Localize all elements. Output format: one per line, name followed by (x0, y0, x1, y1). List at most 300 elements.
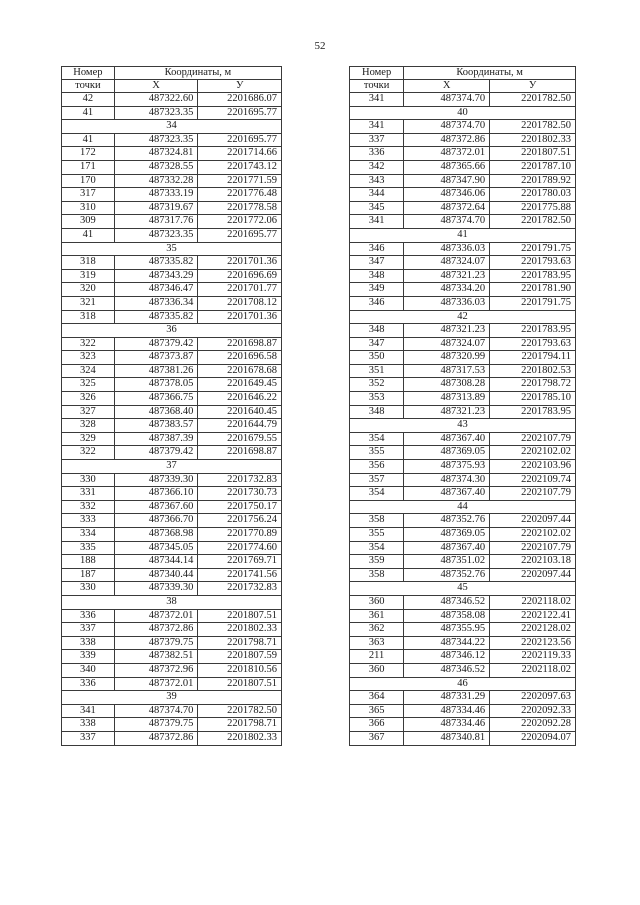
header-point-number: Номер (62, 67, 115, 80)
y-coordinate-cell: 2201769.71 (198, 555, 282, 569)
table-row (350, 174, 576, 188)
y-coordinate-cell: 2201781.90 (490, 283, 576, 297)
y-coordinate-cell: 2201778.58 (198, 201, 282, 215)
section-number: 37 (62, 460, 282, 474)
table-row (62, 256, 282, 270)
table-row (350, 337, 576, 351)
y-coordinate-cell: 2201646.22 (198, 392, 282, 406)
section-row (62, 691, 282, 705)
point-number-cell: 171 (62, 160, 115, 174)
point-number-cell: 334 (62, 528, 115, 542)
table-row (350, 296, 576, 310)
table-row (350, 432, 576, 446)
point-number-cell: 351 (350, 364, 404, 378)
point-number-cell: 344 (350, 188, 404, 202)
x-coordinate-cell: 487346.06 (404, 188, 490, 202)
table-row (350, 133, 576, 147)
table-row (62, 269, 282, 283)
y-coordinate-cell: 2202102.02 (490, 528, 576, 542)
point-number-cell: 172 (62, 147, 115, 161)
section-row (350, 582, 576, 596)
y-coordinate-cell: 2201794.11 (490, 351, 576, 365)
header-y: У (198, 80, 282, 93)
section-number: 42 (350, 310, 576, 324)
section-row (62, 120, 282, 134)
table-row (350, 650, 576, 664)
point-number-cell: 41 (62, 133, 115, 147)
section-row (350, 310, 576, 324)
table-row (350, 623, 576, 637)
point-number-cell: 310 (62, 201, 115, 215)
point-number-cell: 354 (350, 432, 404, 446)
x-coordinate-cell: 487375.93 (404, 460, 490, 474)
x-coordinate-cell: 487368.98 (114, 528, 198, 542)
y-coordinate-cell: 2201798.71 (198, 718, 282, 732)
x-coordinate-cell: 487367.40 (404, 487, 490, 501)
x-coordinate-cell: 487339.30 (114, 582, 198, 596)
table-row (62, 133, 282, 147)
point-number-cell: 325 (62, 378, 115, 392)
table-row (350, 541, 576, 555)
y-coordinate-cell: 2201698.87 (198, 337, 282, 351)
table-row (62, 473, 282, 487)
y-coordinate-cell: 2202094.07 (490, 731, 576, 745)
section-number: 44 (350, 500, 576, 514)
x-coordinate-cell: 487352.76 (404, 514, 490, 528)
table-row (62, 419, 282, 433)
point-number-cell: 343 (350, 174, 404, 188)
x-coordinate-cell: 487372.96 (114, 663, 198, 677)
point-number-cell: 362 (350, 623, 404, 637)
y-coordinate-cell: 2201730.73 (198, 487, 282, 501)
y-coordinate-cell: 2201695.77 (198, 133, 282, 147)
section-number: 39 (62, 691, 282, 705)
x-coordinate-cell: 487387.39 (114, 432, 198, 446)
table-row (350, 364, 576, 378)
y-coordinate-cell: 2201782.50 (490, 93, 576, 107)
point-number-cell: 335 (62, 541, 115, 555)
x-coordinate-cell: 487372.64 (404, 201, 490, 215)
y-coordinate-cell: 2201695.77 (198, 106, 282, 120)
x-coordinate-cell: 487320.99 (404, 351, 490, 365)
point-number-cell: 330 (62, 473, 115, 487)
table-row (350, 595, 576, 609)
table-row (350, 324, 576, 338)
table-row (62, 731, 282, 745)
section-number: 38 (62, 595, 282, 609)
y-coordinate-cell: 2201696.69 (198, 269, 282, 283)
point-number-cell: 319 (62, 269, 115, 283)
point-number-cell: 323 (62, 351, 115, 365)
section-number: 43 (350, 419, 576, 433)
table-row (62, 351, 282, 365)
x-coordinate-cell: 487352.76 (404, 568, 490, 582)
table-row (350, 120, 576, 134)
y-coordinate-cell: 2201741.56 (198, 568, 282, 582)
table-row (350, 93, 576, 107)
y-coordinate-cell: 2201701.36 (198, 256, 282, 270)
x-coordinate-cell: 487324.07 (404, 337, 490, 351)
point-number-cell: 353 (350, 392, 404, 406)
point-number-cell: 337 (62, 731, 115, 745)
y-coordinate-cell: 2202092.33 (490, 704, 576, 718)
x-coordinate-cell: 487335.82 (114, 310, 198, 324)
table-row (350, 378, 576, 392)
section-number: 34 (62, 120, 282, 134)
point-number-cell: 331 (62, 487, 115, 501)
x-coordinate-cell: 487321.23 (404, 405, 490, 419)
point-number-cell: 321 (62, 296, 115, 310)
y-coordinate-cell: 2201802.53 (490, 364, 576, 378)
y-coordinate-cell: 2202109.74 (490, 473, 576, 487)
x-coordinate-cell: 487328.55 (114, 160, 198, 174)
point-number-cell: 326 (62, 392, 115, 406)
point-number-cell: 348 (350, 269, 404, 283)
x-coordinate-cell: 487372.01 (114, 677, 198, 691)
point-number-cell: 211 (350, 650, 404, 664)
y-coordinate-cell: 2202102.02 (490, 446, 576, 460)
table-row (62, 663, 282, 677)
table-row (62, 582, 282, 596)
point-number-cell: 187 (62, 568, 115, 582)
y-coordinate-cell: 2202097.44 (490, 514, 576, 528)
y-coordinate-cell: 2201807.51 (198, 609, 282, 623)
point-number-cell: 347 (350, 337, 404, 351)
point-number-cell: 322 (62, 446, 115, 460)
y-coordinate-cell: 2201793.63 (490, 337, 576, 351)
point-number-cell: 352 (350, 378, 404, 392)
x-coordinate-cell: 487332.28 (114, 174, 198, 188)
x-coordinate-cell: 487372.86 (114, 623, 198, 637)
section-row (350, 677, 576, 691)
y-coordinate-cell: 2201775.88 (490, 201, 576, 215)
table-row (350, 514, 576, 528)
point-number-cell: 341 (62, 704, 115, 718)
table-row (62, 228, 282, 242)
y-coordinate-cell: 2202122.41 (490, 609, 576, 623)
x-coordinate-cell: 487331.29 (404, 691, 490, 705)
x-coordinate-cell: 487372.86 (404, 133, 490, 147)
header-x: X (114, 80, 198, 93)
table-row (62, 283, 282, 297)
point-number-cell: 361 (350, 609, 404, 623)
y-coordinate-cell: 2201782.50 (198, 704, 282, 718)
y-coordinate-cell: 2201802.33 (198, 731, 282, 745)
table-row (350, 609, 576, 623)
x-coordinate-cell: 487333.19 (114, 188, 198, 202)
x-coordinate-cell: 487367.40 (404, 432, 490, 446)
y-coordinate-cell: 2201802.33 (490, 133, 576, 147)
section-row (62, 324, 282, 338)
section-row (350, 419, 576, 433)
x-coordinate-cell: 487319.67 (114, 201, 198, 215)
x-coordinate-cell: 487334.20 (404, 283, 490, 297)
table-row (62, 528, 282, 542)
x-coordinate-cell: 487324.81 (114, 147, 198, 161)
table-row (350, 201, 576, 215)
table-row (350, 405, 576, 419)
y-coordinate-cell: 2201696.58 (198, 351, 282, 365)
table-row (350, 718, 576, 732)
x-coordinate-cell: 487374.70 (404, 215, 490, 229)
header-point-number-2: точки (350, 80, 404, 93)
y-coordinate-cell: 2201782.50 (490, 120, 576, 134)
y-coordinate-cell: 2201798.72 (490, 378, 576, 392)
y-coordinate-cell: 2201708.12 (198, 296, 282, 310)
table-row (350, 704, 576, 718)
y-coordinate-cell: 2202128.02 (490, 623, 576, 637)
y-coordinate-cell: 2201810.56 (198, 663, 282, 677)
y-coordinate-cell: 2201714.66 (198, 147, 282, 161)
x-coordinate-cell: 487346.52 (404, 595, 490, 609)
x-coordinate-cell: 487334.46 (404, 718, 490, 732)
table-row (62, 392, 282, 406)
x-coordinate-cell: 487336.34 (114, 296, 198, 310)
section-row (62, 242, 282, 256)
table-row (62, 147, 282, 161)
table-row (350, 269, 576, 283)
x-coordinate-cell: 487340.44 (114, 568, 198, 582)
x-coordinate-cell: 487381.26 (114, 364, 198, 378)
x-coordinate-cell: 487340.81 (404, 731, 490, 745)
table-row (62, 215, 282, 229)
y-coordinate-cell: 2201802.33 (198, 623, 282, 637)
y-coordinate-cell: 2201679.55 (198, 432, 282, 446)
section-number: 40 (350, 106, 576, 120)
y-coordinate-cell: 2202119.33 (490, 650, 576, 664)
table-row (350, 351, 576, 365)
point-number-cell: 337 (350, 133, 404, 147)
y-coordinate-cell: 2201789.92 (490, 174, 576, 188)
table-row (350, 663, 576, 677)
point-number-cell: 359 (350, 555, 404, 569)
x-coordinate-cell: 487372.01 (114, 609, 198, 623)
y-coordinate-cell: 2201770.89 (198, 528, 282, 542)
x-coordinate-cell: 487367.60 (114, 500, 198, 514)
y-coordinate-cell: 2201774.60 (198, 541, 282, 555)
x-coordinate-cell: 487372.86 (114, 731, 198, 745)
point-number-cell: 336 (62, 609, 115, 623)
x-coordinate-cell: 487379.75 (114, 718, 198, 732)
section-row (350, 500, 576, 514)
table-row (62, 636, 282, 650)
table-row (62, 188, 282, 202)
y-coordinate-cell: 2201732.83 (198, 582, 282, 596)
point-number-cell: 337 (62, 623, 115, 637)
coordinates-table-left (61, 66, 282, 746)
point-number-cell: 336 (62, 677, 115, 691)
table-row (62, 555, 282, 569)
point-number-cell: 332 (62, 500, 115, 514)
point-number-cell: 348 (350, 324, 404, 338)
point-number-cell: 42 (62, 93, 115, 107)
point-number-cell: 363 (350, 636, 404, 650)
section-number: 36 (62, 324, 282, 338)
y-coordinate-cell: 2201701.77 (198, 283, 282, 297)
x-coordinate-cell: 487345.05 (114, 541, 198, 555)
table-row (350, 473, 576, 487)
x-coordinate-cell: 487366.70 (114, 514, 198, 528)
table-row (350, 460, 576, 474)
table-row (350, 283, 576, 297)
page-number: 52 (314, 40, 326, 52)
point-number-cell: 342 (350, 160, 404, 174)
x-coordinate-cell: 487346.47 (114, 283, 198, 297)
point-number-cell: 41 (62, 228, 115, 242)
x-coordinate-cell: 487336.03 (404, 242, 490, 256)
y-coordinate-cell: 2201783.95 (490, 269, 576, 283)
x-coordinate-cell: 487313.89 (404, 392, 490, 406)
x-coordinate-cell: 487365.66 (404, 160, 490, 174)
point-number-cell: 367 (350, 731, 404, 745)
point-number-cell: 322 (62, 337, 115, 351)
y-coordinate-cell: 2201780.03 (490, 188, 576, 202)
section-row (350, 228, 576, 242)
table-row (350, 636, 576, 650)
header-point-number-2: точки (62, 80, 115, 93)
table-row (62, 310, 282, 324)
point-number-cell: 345 (350, 201, 404, 215)
point-number-cell: 358 (350, 568, 404, 582)
x-coordinate-cell: 487379.42 (114, 337, 198, 351)
header-y: У (490, 80, 576, 93)
x-coordinate-cell: 487378.05 (114, 378, 198, 392)
y-coordinate-cell: 2201782.50 (490, 215, 576, 229)
header-coordinates: Координаты, м (114, 67, 281, 80)
point-number-cell: 365 (350, 704, 404, 718)
x-coordinate-cell: 487317.53 (404, 364, 490, 378)
point-number-cell: 317 (62, 188, 115, 202)
section-number: 46 (350, 677, 576, 691)
x-coordinate-cell: 487323.35 (114, 106, 198, 120)
table-row (350, 188, 576, 202)
table-row (62, 650, 282, 664)
point-number-cell: 341 (350, 93, 404, 107)
y-coordinate-cell: 2201678.68 (198, 364, 282, 378)
x-coordinate-cell: 487317.76 (114, 215, 198, 229)
point-number-cell: 354 (350, 541, 404, 555)
point-number-cell: 41 (62, 106, 115, 120)
y-coordinate-cell: 2201783.95 (490, 405, 576, 419)
x-coordinate-cell: 487334.46 (404, 704, 490, 718)
table-row (62, 364, 282, 378)
y-coordinate-cell: 2201771.59 (198, 174, 282, 188)
y-coordinate-cell: 2201791.75 (490, 242, 576, 256)
point-number-cell: 329 (62, 432, 115, 446)
x-coordinate-cell: 487373.87 (114, 351, 198, 365)
table-row (62, 487, 282, 501)
point-number-cell: 356 (350, 460, 404, 474)
table-row (62, 541, 282, 555)
table-row (62, 160, 282, 174)
x-coordinate-cell: 487344.22 (404, 636, 490, 650)
table-row (350, 215, 576, 229)
y-coordinate-cell: 2202097.63 (490, 691, 576, 705)
coordinates-table-right (349, 66, 576, 746)
point-number-cell: 336 (350, 147, 404, 161)
table-row (62, 609, 282, 623)
point-number-cell: 350 (350, 351, 404, 365)
y-coordinate-cell: 2201791.75 (490, 296, 576, 310)
point-number-cell: 170 (62, 174, 115, 188)
section-number: 45 (350, 582, 576, 596)
point-number-cell: 330 (62, 582, 115, 596)
x-coordinate-cell: 487382.51 (114, 650, 198, 664)
y-coordinate-cell: 2201644.79 (198, 419, 282, 433)
point-number-cell: 347 (350, 256, 404, 270)
table-row (350, 147, 576, 161)
point-number-cell: 340 (62, 663, 115, 677)
point-number-cell: 355 (350, 528, 404, 542)
y-coordinate-cell: 2201750.17 (198, 500, 282, 514)
x-coordinate-cell: 487351.02 (404, 555, 490, 569)
y-coordinate-cell: 2202118.02 (490, 595, 576, 609)
point-number-cell: 341 (350, 215, 404, 229)
x-coordinate-cell: 487322.60 (114, 93, 198, 107)
x-coordinate-cell: 487343.29 (114, 269, 198, 283)
y-coordinate-cell: 2201649.45 (198, 378, 282, 392)
x-coordinate-cell: 487374.70 (114, 704, 198, 718)
table-row (350, 160, 576, 174)
x-coordinate-cell: 487379.75 (114, 636, 198, 650)
x-coordinate-cell: 487321.23 (404, 269, 490, 283)
table-row (350, 256, 576, 270)
header-point-number: Номер (350, 67, 404, 80)
point-number-cell: 360 (350, 663, 404, 677)
y-coordinate-cell: 2202118.02 (490, 663, 576, 677)
point-number-cell: 346 (350, 296, 404, 310)
y-coordinate-cell: 2201783.95 (490, 324, 576, 338)
table-row (350, 392, 576, 406)
y-coordinate-cell: 2202107.79 (490, 541, 576, 555)
point-number-cell: 346 (350, 242, 404, 256)
x-coordinate-cell: 487346.12 (404, 650, 490, 664)
point-number-cell: 309 (62, 215, 115, 229)
point-number-cell: 341 (350, 120, 404, 134)
y-coordinate-cell: 2201640.45 (198, 405, 282, 419)
table-row (350, 446, 576, 460)
x-coordinate-cell: 487366.10 (114, 487, 198, 501)
point-number-cell: 327 (62, 405, 115, 419)
left-table-body (62, 93, 282, 746)
table-row (62, 677, 282, 691)
x-coordinate-cell: 487358.08 (404, 609, 490, 623)
point-number-cell: 360 (350, 595, 404, 609)
point-number-cell: 324 (62, 364, 115, 378)
section-number: 41 (350, 228, 576, 242)
y-coordinate-cell: 2201776.48 (198, 188, 282, 202)
x-coordinate-cell: 487368.40 (114, 405, 198, 419)
table-row (62, 93, 282, 107)
x-coordinate-cell: 487379.42 (114, 446, 198, 460)
y-coordinate-cell: 2201732.83 (198, 473, 282, 487)
y-coordinate-cell: 2201793.63 (490, 256, 576, 270)
table-row (62, 500, 282, 514)
table-row (62, 514, 282, 528)
y-coordinate-cell: 2201686.07 (198, 93, 282, 107)
point-number-cell: 348 (350, 405, 404, 419)
x-coordinate-cell: 487323.35 (114, 228, 198, 242)
point-number-cell: 318 (62, 256, 115, 270)
table-row (350, 568, 576, 582)
point-number-cell: 328 (62, 419, 115, 433)
point-number-cell: 318 (62, 310, 115, 324)
point-number-cell: 358 (350, 514, 404, 528)
table-row (62, 718, 282, 732)
x-coordinate-cell: 487372.01 (404, 147, 490, 161)
point-number-cell: 188 (62, 555, 115, 569)
x-coordinate-cell: 487344.14 (114, 555, 198, 569)
